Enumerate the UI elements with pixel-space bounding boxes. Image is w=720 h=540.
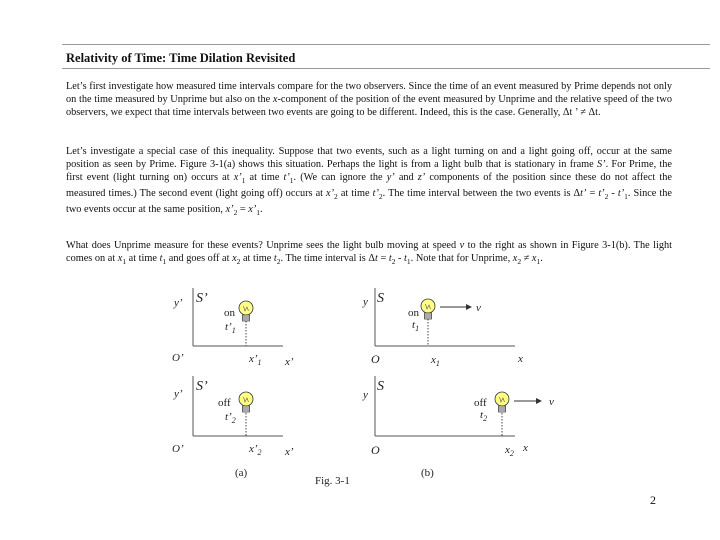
paragraph-run: 1 — [536, 257, 541, 267]
paragraph-run: 1 — [162, 257, 167, 267]
y-axis-label: y’ — [174, 388, 183, 400]
event-position-label: $x_2$ — [505, 444, 514, 458]
event-position-label: $x’_1$ — [249, 353, 262, 367]
paragraph-run: x’ — [326, 188, 335, 200]
velocity-label: v — [549, 396, 554, 408]
paragraph-run: x — [272, 94, 278, 105]
panel-b-label: (b) — [421, 467, 434, 479]
paragraph-run: to the right as shown in Figure 3-1(b). The light comes on at — [66, 240, 673, 264]
paragraph-run: t’ — [617, 188, 625, 200]
paragraph-run: t — [159, 253, 163, 264]
origin-label: O’ — [172, 352, 184, 364]
paragraph-run: y’ — [386, 172, 395, 183]
paragraph-run: t’ — [372, 188, 379, 200]
frame-label: S’ — [196, 291, 208, 306]
paragraph-run: x’ — [225, 204, 234, 216]
paragraph-run: 1 — [256, 208, 261, 218]
event-time-label: $t_1$ — [412, 319, 420, 333]
paragraph-run: 1 — [624, 192, 628, 202]
velocity-arrowhead-icon — [466, 304, 472, 310]
y-axis-label: y — [363, 296, 368, 308]
paragraph-run: z’ — [417, 172, 426, 183]
paragraph-run: 1 — [241, 176, 246, 186]
paragraph-run: and — [394, 172, 418, 183]
x-axis-label: x’ — [285, 446, 294, 458]
paragraph-run: 1 — [289, 176, 294, 186]
paragraph-run: . Since the two events occur at the same position, — [66, 188, 672, 216]
paragraph-run: t — [388, 253, 392, 264]
event-time-label: $t’_2$ — [225, 411, 236, 425]
paragraph-run: t — [375, 253, 378, 264]
paragraph-run: at time — [126, 253, 160, 264]
paragraph-run: t’ — [283, 172, 290, 183]
y-axis-label: y — [363, 389, 368, 401]
paragraph-run: 2 — [391, 257, 396, 267]
page-title: Relativity of Time: Time Dilation Revisited — [66, 51, 296, 65]
event-time-label: $t’_1$ — [225, 321, 236, 335]
paragraph-run: - — [608, 188, 618, 200]
frame-label: S — [377, 291, 384, 306]
paragraph-run: x — [531, 253, 537, 264]
light-state-label: on — [408, 307, 419, 319]
paragraph-run: 1 — [406, 257, 411, 267]
origin-label: O — [371, 443, 380, 457]
paragraph-run: t — [404, 253, 407, 264]
paragraph-run: What does Unprime measure for these events? Unprime sees the light bulb moving at speed — [66, 240, 460, 251]
y-axis-label: y’ — [174, 297, 183, 309]
paragraph-run: 2 — [276, 257, 281, 267]
light-state-label: on — [224, 307, 235, 319]
paragraph-run: 2 — [378, 192, 383, 202]
paragraph-run: - — [395, 253, 405, 264]
light-bulb-icon — [239, 392, 253, 412]
paragraph-run: t’ — [598, 188, 605, 200]
paragraph-run: 1 — [122, 257, 127, 267]
paragraph-run: 2 — [604, 192, 609, 202]
page-number: 2 — [650, 493, 656, 507]
velocity-label: v — [476, 302, 481, 314]
x-axis-label: x’ — [285, 356, 294, 368]
frame-label: S’ — [196, 379, 208, 394]
paragraph-run: ≠ — [521, 253, 532, 264]
x-axis-label: x — [518, 353, 523, 365]
light-state-label: off — [474, 397, 487, 409]
light-bulb-icon — [421, 299, 435, 319]
paragraph-run: . — [540, 253, 543, 264]
event-position-label: $x_1$ — [431, 354, 440, 368]
panel-b-bottom — [362, 376, 554, 458]
paragraph-run: and goes off at — [166, 253, 233, 264]
paragraph-run: -component of the position of the event measured by Unprime and the relative speed of the two observers, we expect that time intervals between two events are going to be different. Indeed, this is the case. Generally, Δt ’ ≠ Δt. — [66, 94, 672, 118]
paragraph-run: 2 — [517, 257, 522, 267]
paragraph-run: Let’s investigate a special case of this inequality. Suppose that two events, such as a light turning on and a light going off, occur at the same position as seen by Prime. Figure 3-1(a) shows this situation. Perhaps the light is from a light bulb that is stationary in frame — [66, 146, 672, 170]
paragraph-run: 2 — [334, 192, 338, 202]
paragraph-run: . Note that for Unprime, — [410, 253, 513, 264]
paragraph-run: x — [512, 253, 518, 264]
panel-a-top — [172, 288, 294, 368]
paragraph-run: . For Prime, the first event (light turning on) occurs at — [66, 159, 672, 183]
panel-a-label: (a) — [235, 467, 248, 479]
paragraph-run: components of the position since these do not affect the measured times.) The second event (light going off) occurs at — [66, 172, 672, 200]
paragraph-run: t’ — [580, 188, 587, 200]
event-position-label: $x’_2$ — [249, 443, 262, 457]
paragraph-run: = — [586, 188, 599, 200]
paragraph-run: Let’s first investigate how measured time intervals compare for the two observers. Since the time of an event measured by Prime depends not only on the time measured by Unprime but also on the — [66, 81, 672, 105]
paragraph-run: v — [459, 240, 465, 251]
paragraph-run: x — [117, 253, 123, 264]
paragraph-run: 2 — [236, 257, 241, 267]
origin-label: O’ — [172, 443, 184, 455]
paragraph-run: . The time interval is Δ — [280, 253, 375, 264]
frame-label: S — [377, 379, 384, 394]
paragraph-run: S’ — [596, 159, 606, 170]
event-time-label: $t_2$ — [480, 409, 488, 423]
paragraph-run: x’ — [248, 204, 257, 216]
light-bulb-icon — [239, 301, 253, 321]
paragraph-run: x — [232, 253, 237, 264]
paragraph-run: at time — [337, 188, 373, 200]
paragraph-run: . — [260, 204, 263, 216]
origin-label: O — [371, 352, 380, 366]
velocity-arrowhead-icon — [536, 398, 542, 404]
x-axis-label: x — [523, 442, 528, 454]
paragraph-run: . The time interval between the two events is Δ — [382, 188, 581, 200]
light-bulb-icon — [495, 392, 509, 412]
paragraph-run: t — [273, 253, 277, 264]
panel-a-bottom — [172, 376, 294, 458]
paragraph-run: . (We can ignore the — [293, 172, 387, 183]
paragraph-run: = — [377, 253, 389, 264]
light-state-label: off — [218, 397, 231, 409]
panel-b-top — [362, 288, 523, 368]
figure-caption: Fig. 3-1 — [315, 475, 350, 487]
paragraph-run: at time — [245, 172, 284, 183]
paragraph-run: 2 — [233, 208, 238, 218]
paragraph-run: = — [237, 204, 249, 216]
paragraph-run: x’ — [233, 172, 242, 183]
paragraph-run: at time — [240, 253, 274, 264]
